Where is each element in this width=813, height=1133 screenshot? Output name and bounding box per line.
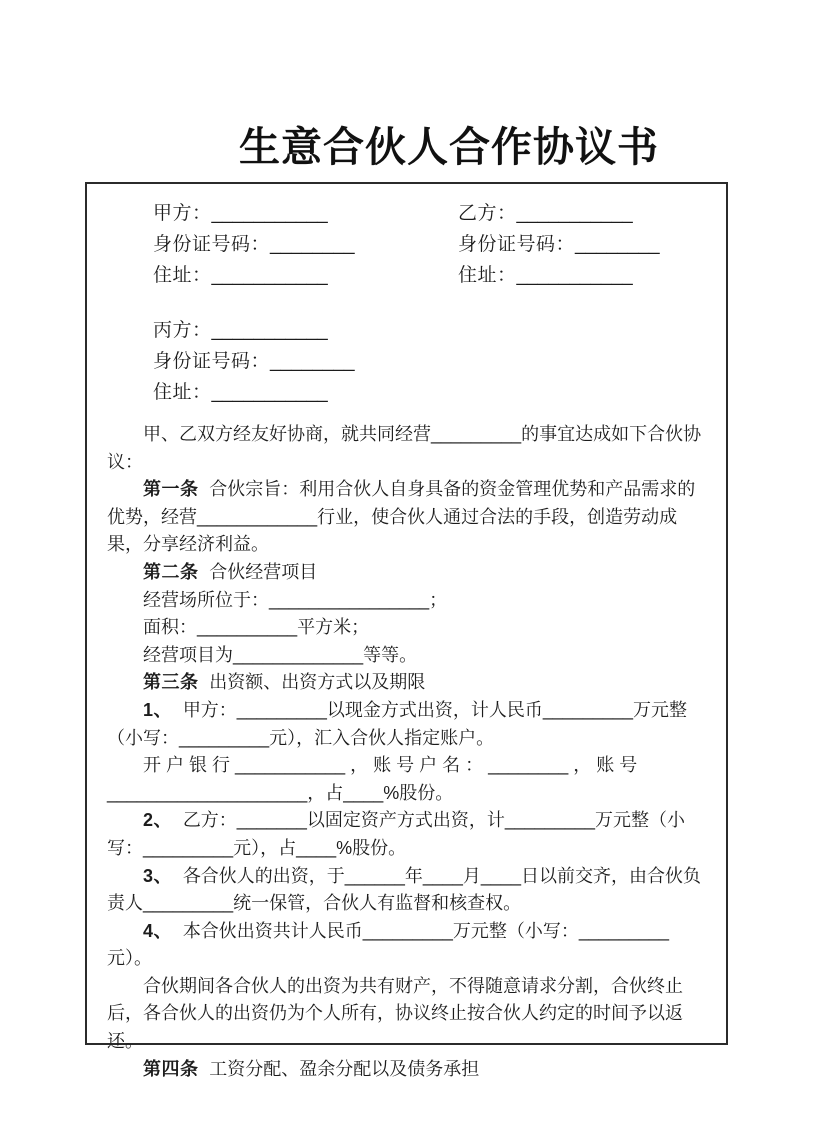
clause-3-text: 出资额、出资方式以及期限 (209, 672, 426, 693)
item-3-contribution-deadline (107, 863, 711, 918)
clause-1-text: 合伙宗旨：利用合伙人自身具备的资金管理优势和产品需求的优势，经营____________行业，使合伙人通过合法的手段，创造劳动成果，分享经济利益。 (107, 479, 696, 555)
party-b-address-blank: ___________ (516, 265, 633, 286)
clause-2-text: 合伙经营项目 (209, 561, 318, 582)
party-a-address-row (153, 260, 458, 291)
preamble-text: 甲、乙双方经友好协商，就共同经营_________的事宜达成如下合伙协议： (107, 424, 702, 472)
joint-property-text: 合伙期间各合伙人的出资为共有财产，不得随意请求分割，合伙终止后，各合伙人的出资仍为个人所有，协议终止按合伙人约定的时间予以返还。 (107, 975, 683, 1052)
item-3-label: 3、 (143, 865, 173, 886)
party-b-address-row (458, 260, 712, 291)
clause-1-label: 第一条 (143, 479, 199, 500)
party-c-id-blank: ________ (270, 351, 355, 372)
party-a-id-label: 身份证号码： (153, 234, 271, 255)
business-items-text: 经营项目为_____________等等。 (143, 644, 418, 665)
clause-2-heading (107, 559, 711, 587)
party-b-id-blank: ________ (575, 234, 660, 255)
business-area-line (107, 614, 711, 642)
party-c-column (153, 315, 712, 408)
party-c-id-label: 身份证号码： (153, 351, 271, 372)
party-a-id-row (153, 229, 458, 260)
party-c-address-label: 住址： (153, 382, 212, 403)
item-2-text: 乙方：_______以固定资产方式出资，计_________万元整（小写：_________元），占____%股份。 (107, 810, 685, 858)
party-b-column (458, 198, 712, 291)
item-1-party-a-contribution (107, 697, 711, 752)
party-c-address-blank: ___________ (211, 382, 328, 403)
bank-account-line-1 (107, 752, 711, 780)
item-1-text: 甲方：_________以现金方式出资，计人民币_________万元整（小写：_________元），汇入合伙人指定账户。 (107, 699, 688, 748)
bank-account-line-1-text: 开 户 银 行 ___________ ， 账 号 户 名 ： ________ ， 账 号 (143, 755, 638, 776)
item-4-text: 本合伙出资共计人民币_________万元整（小写：_________元）。 (107, 920, 670, 969)
document-title: 生意合伙人合作协议书 (239, 124, 659, 170)
clause-3-heading (107, 669, 711, 697)
party-c-id-row (153, 346, 712, 377)
clause-1-paragraph (107, 476, 711, 559)
party-b-name-row (458, 198, 712, 229)
party-a-id-blank: ________ (270, 234, 355, 255)
clause-4-label: 第四条 (143, 1058, 199, 1079)
party-b-id-row (458, 229, 712, 260)
party-a-address-blank: ___________ (211, 265, 328, 286)
party-a-name-row (153, 198, 458, 229)
parties-section (153, 198, 712, 408)
item-4-label: 4、 (143, 920, 173, 941)
clause-2-label: 第二条 (143, 561, 199, 582)
business-location-line (107, 587, 711, 615)
clause-4-heading (107, 1056, 711, 1084)
party-a-column (153, 198, 458, 291)
agreement-sheet (85, 182, 728, 1079)
party-a-address-label: 住址： (153, 265, 212, 286)
clause-4-text: 工资分配、盈余分配以及债务承担 (209, 1058, 480, 1079)
clauses-section (107, 421, 711, 1083)
clause-3-label: 第三条 (143, 672, 199, 693)
party-c-name-row (153, 315, 712, 346)
item-2-party-b-contribution (107, 807, 711, 862)
business-items-line (107, 642, 711, 670)
preamble-paragraph (107, 421, 711, 476)
joint-property-paragraph (107, 973, 711, 1056)
party-a-b-columns (153, 198, 712, 291)
party-a-name-label: 甲方： (153, 203, 212, 224)
business-location-text: 经营场所位于：________________； (143, 589, 448, 610)
party-b-name-label: 乙方： (458, 203, 517, 224)
bank-account-line-2-text: ____________________，占____%股份。 (107, 782, 454, 803)
business-area-text: 面积：__________平方米； (143, 617, 370, 638)
party-a-name-blank: ___________ (211, 203, 328, 224)
item-4-total-contribution (107, 918, 711, 973)
party-c-name-blank: ___________ (211, 320, 328, 341)
party-b-id-label: 身份证号码： (458, 234, 576, 255)
party-b-address-label: 住址： (458, 265, 517, 286)
item-1-label: 1、 (143, 699, 173, 720)
party-c-address-row (153, 377, 712, 408)
party-b-name-blank: ___________ (516, 203, 633, 224)
item-3-text: 各合伙人的出资，于______年____月____日以前交齐，由合伙负责人_________统一保管，合伙人有监督和核查权。 (107, 865, 701, 914)
bank-account-line-2 (107, 780, 711, 808)
party-c-name-label: 丙方： (153, 320, 212, 341)
item-2-label: 2、 (143, 810, 173, 831)
